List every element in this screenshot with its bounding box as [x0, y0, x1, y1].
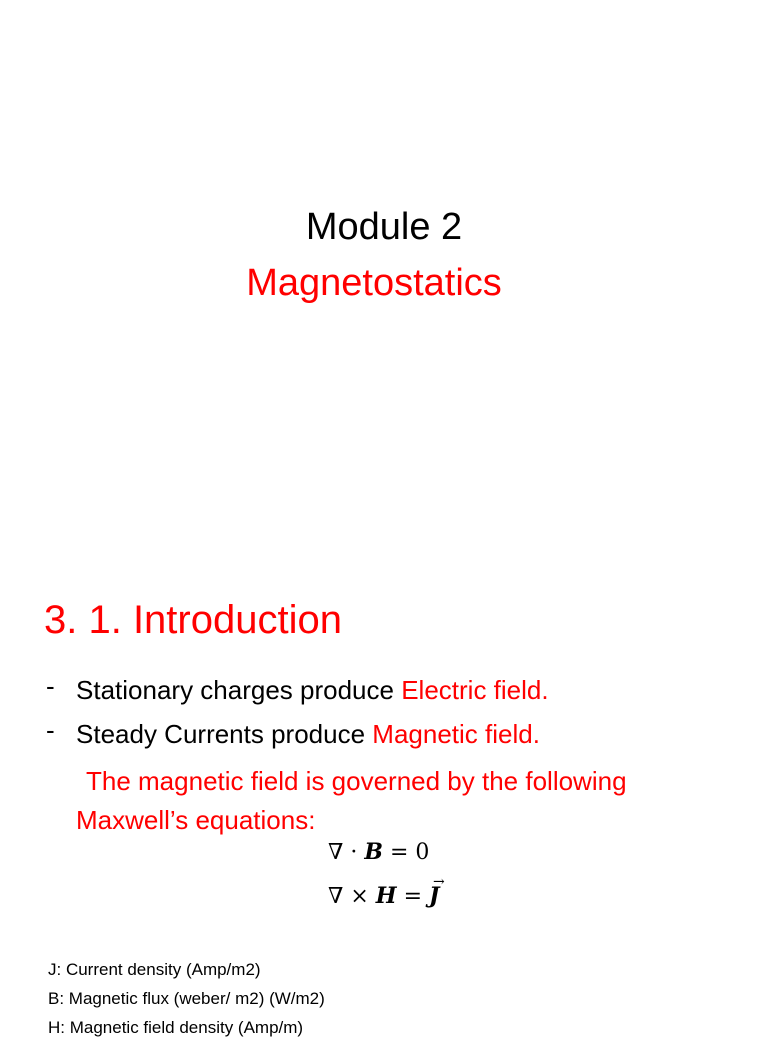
b-variable: B — [364, 839, 383, 865]
bullet-dash: - — [46, 671, 55, 701]
maxwell-intro-line-1: The magnetic field is governed by the following — [86, 766, 627, 796]
bullet-dash: - — [46, 715, 55, 745]
bullet-highlight-text: Magnetic field. — [372, 719, 540, 749]
bullet-text — [76, 674, 549, 706]
curl-operator: ∇ × — [328, 884, 376, 909]
j-variable: J — [429, 883, 440, 909]
legend-current-density: J: Current density (Amp/m2) — [48, 960, 261, 979]
bullet-plain-text: Steady Currents produce — [76, 719, 373, 749]
vector-arrow-icon: → — [433, 874, 445, 890]
bullet-highlight-text: Electric field. — [401, 675, 549, 705]
legend-magnetic-field: H: Magnetic field density (Amp/m) — [48, 1018, 304, 1037]
introduction-slide — [0, 576, 768, 1037]
h-variable: H — [375, 883, 397, 909]
curl-equation — [328, 874, 445, 911]
module-title: Module 2 — [305, 206, 463, 248]
maxwell-intro-line-2: Maxwell’s equations: — [76, 805, 316, 835]
section-heading: 3. 1. Introduction — [44, 598, 342, 642]
maxwell-intro-paragraph — [76, 762, 736, 840]
module-subtitle: Magnetostatics — [246, 262, 502, 304]
legend-magnetic-flux: B: Magnetic flux (weber/ m2) (W/m2) — [48, 989, 325, 1008]
j-vector — [429, 874, 445, 910]
equals-sign: = — [396, 884, 429, 909]
divergence-equation — [328, 838, 429, 867]
divergence-operator: ∇ · — [328, 840, 365, 865]
bullet-plain-text: Stationary charges produce — [76, 675, 402, 705]
bullet-text — [76, 718, 540, 750]
equals-zero: = 0 — [382, 840, 430, 865]
